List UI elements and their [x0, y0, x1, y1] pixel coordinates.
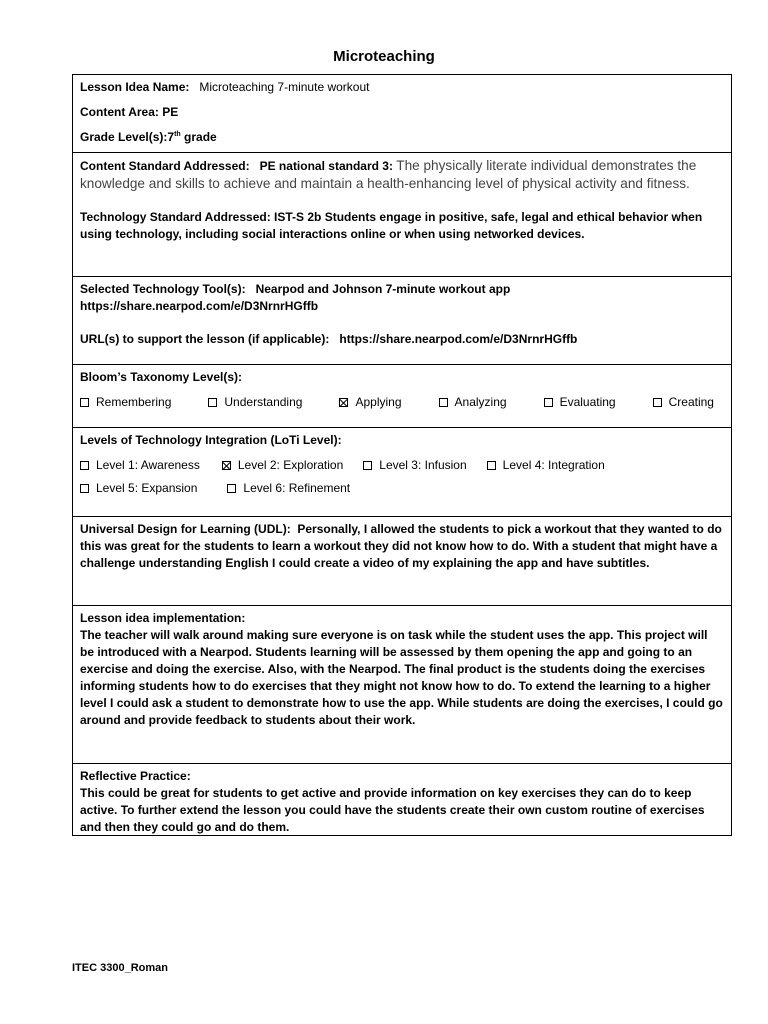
bloom-option-label: Remembering: [96, 395, 172, 409]
checkbox-icon[interactable]: [208, 398, 217, 407]
loti-option-level-1[interactable]: [80, 457, 200, 474]
loti-option-label: Level 5: Expansion: [96, 481, 198, 495]
selected-tools-line: [80, 281, 724, 298]
implementation-text: The teacher will walk around making sure everyone is on task while the student uses the app. This project will be introduced with a Nearpod. Students learning will be assessed by them opening the app and going to an exercise and doing the exercise. Also, with the Nearpod. The final product is the students doing the exercises informing students how to do exercises that they might not know how to do. To extend the learning to a higher level I could ask a student to demonstrate how to use the app. While students are doing the exercises, I could go around and provide feedback to students about their work.: [80, 628, 723, 727]
loti-section: [73, 428, 731, 517]
grade-level-suffix: th: [174, 131, 181, 138]
checkbox-icon[interactable]: [80, 398, 89, 407]
footer-text: ITEC 3300_Roman: [72, 962, 168, 974]
bloom-option-label: Evaluating: [559, 395, 616, 409]
bloom-label: Bloom’s Taxonomy Level(s):: [80, 370, 243, 384]
checkbox-icon[interactable]: [80, 461, 89, 470]
technology-standard-label: Technology Standard Addressed:: [80, 210, 271, 224]
support-url-value[interactable]: https://share.nearpod.com/e/D3NrnrHGffb: [339, 332, 578, 346]
checkbox-icon[interactable]: [363, 461, 372, 470]
content-standard-code: PE national standard 3:: [259, 159, 393, 173]
loti-options-row-1: [80, 457, 724, 474]
loti-option-level-6[interactable]: [227, 480, 350, 497]
bloom-option-creating[interactable]: [653, 394, 714, 411]
selected-tools-label: Selected Technology Tool(s):: [80, 282, 246, 296]
grade-level-line: [80, 129, 724, 146]
loti-option-label: Level 2: Exploration: [237, 458, 344, 472]
tools-section: [73, 277, 731, 365]
loti-option-label: Level 1: Awareness: [96, 458, 200, 472]
checked-checkbox-icon[interactable]: [339, 398, 348, 407]
reflective-label: Reflective Practice:: [80, 769, 191, 783]
reflective-text: This could be great for students to get active and provide information on key exercises they can do to keep active. To further extend the lesson you could have the students create their own custom routine of exercises and then they could go and do them.: [80, 786, 705, 834]
checkbox-icon[interactable]: [653, 398, 662, 407]
selected-tools-value: Nearpod and Johnson 7-minute workout app: [255, 282, 511, 296]
bloom-option-label: Analyzing: [454, 395, 507, 409]
bloom-option-analyzing[interactable]: [439, 394, 507, 411]
grade-level-number: 7: [167, 130, 175, 144]
loti-option-label: Level 3: Infusion: [379, 458, 467, 472]
bloom-option-label: Creating: [668, 395, 714, 409]
technology-standard: [80, 209, 724, 243]
lesson-name-line: [80, 79, 724, 96]
bloom-option-remembering[interactable]: [80, 394, 171, 411]
checkbox-icon[interactable]: [227, 484, 236, 493]
loti-option-level-5[interactable]: [80, 480, 197, 497]
udl-section: [73, 517, 731, 606]
checkbox-icon[interactable]: [80, 484, 89, 493]
loti-option-level-4[interactable]: [487, 457, 605, 474]
udl-label: Universal Design for Learning (UDL):: [80, 522, 291, 536]
document-title: Microteaching: [333, 48, 435, 65]
bloom-option-label: Applying: [355, 395, 402, 409]
loti-option-label: Level 4: Integration: [502, 458, 605, 472]
support-url-label: URL(s) to support the lesson (if applicable):: [80, 332, 330, 346]
standards-section: [73, 153, 731, 277]
tools-link[interactable]: https://share.nearpod.com/e/D3NrnrHGffb: [80, 299, 319, 313]
content-standard-text: The physically literate individual demonstrates the knowledge and skills to achieve and maintain a health-enhancing level of physical activity and fitness.: [80, 158, 697, 191]
loti-label: Levels of Technology Integration (LoTi Level):: [80, 433, 342, 447]
bloom-option-label: Understanding: [224, 395, 303, 409]
checked-checkbox-icon[interactable]: [222, 461, 231, 470]
loti-options-row-2: [80, 480, 724, 497]
checkbox-icon[interactable]: [487, 461, 496, 470]
udl-paragraph: [80, 521, 724, 572]
checkbox-icon[interactable]: [439, 398, 448, 407]
technology-standard-text: IST-S 2b Students engage in positive, safe, legal and ethical behavior when using technology, including social interactions online or when using networked devices.: [80, 210, 703, 241]
bloom-section: [73, 365, 731, 428]
checkbox-icon[interactable]: [544, 398, 553, 407]
lesson-plan-table: [72, 74, 732, 836]
loti-option-level-2[interactable]: [222, 457, 343, 474]
lesson-name-value: Microteaching 7-minute workout: [199, 80, 370, 94]
implementation-section: [73, 606, 731, 764]
support-url-line: [80, 331, 724, 348]
grade-level-label: Grade Level(s):: [80, 130, 168, 144]
lesson-name-label: Lesson Idea Name:: [80, 80, 190, 94]
udl-text: Personally, I allowed the students to pick a workout that they wanted to do this was great for the students to learn a workout they did not know how to do. With a student that might have a challenge understanding English I could create a video of my explaining the app and have subtitles.: [80, 522, 722, 570]
content-area-label: Content Area:: [80, 105, 159, 119]
bloom-options: [80, 394, 724, 411]
content-area-value: PE: [162, 105, 179, 119]
lesson-info-section: [73, 75, 731, 153]
content-standard: [80, 157, 724, 193]
loti-option-label: Level 6: Refinement: [243, 481, 351, 495]
content-area-line: [80, 104, 724, 121]
implementation-label: Lesson idea implementation:: [80, 611, 246, 625]
bloom-option-applying[interactable]: [339, 394, 401, 411]
grade-level-word: grade: [184, 130, 217, 144]
content-standard-label: Content Standard Addressed:: [80, 159, 250, 173]
bloom-option-understanding[interactable]: [208, 394, 302, 411]
loti-option-level-3[interactable]: [363, 457, 466, 474]
bloom-option-evaluating[interactable]: [544, 394, 616, 411]
reflective-section: [73, 764, 731, 835]
